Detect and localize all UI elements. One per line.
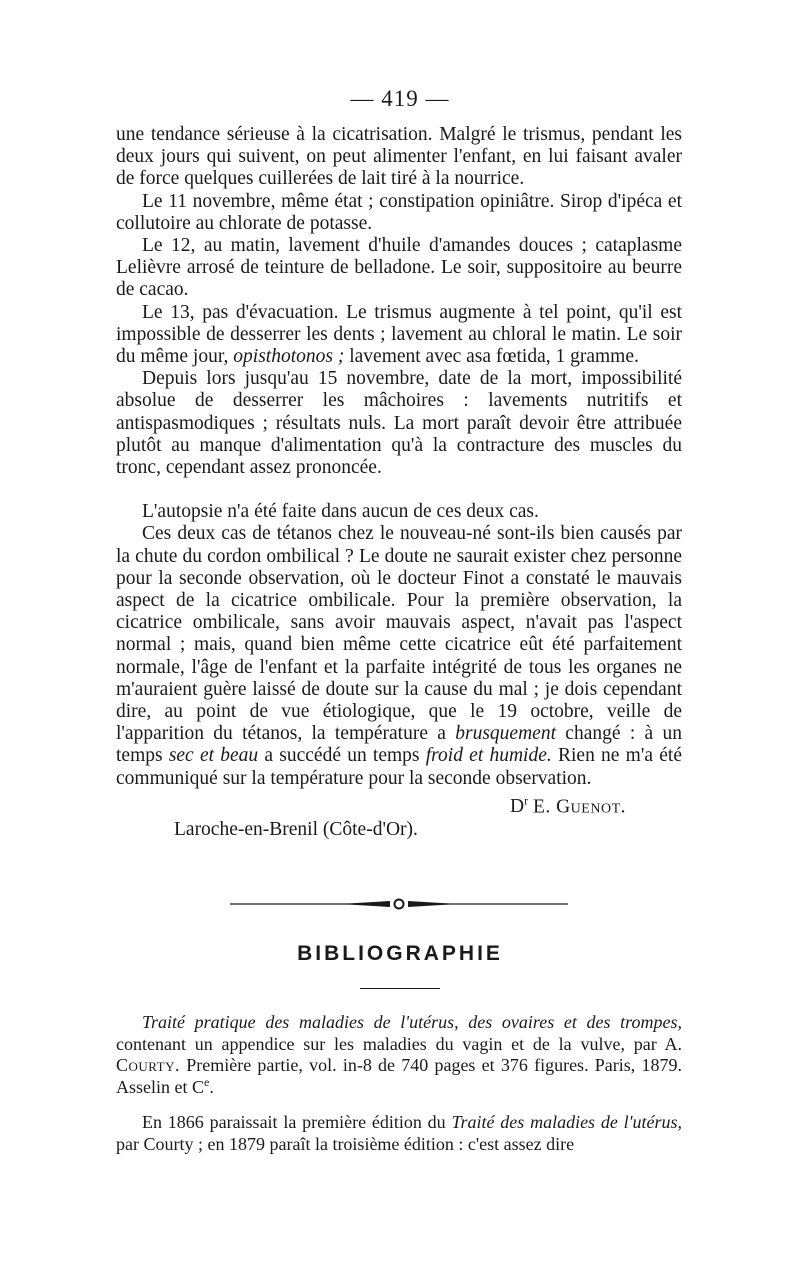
author-signature <box>116 790 682 819</box>
review-text-a: En 1866 paraissait la première édition du <box>142 1112 452 1132</box>
entry-title: Traité pratique des maladies de l'utérus, des ovaires et des trompes, <box>142 1012 682 1032</box>
page-number: — 419 — <box>350 86 450 111</box>
italic-brusquement: brusquement <box>455 723 556 745</box>
discussion-text-d: Rien ne m'a été communiqué sur la température pour la seconde observation. <box>116 745 682 789</box>
entry-author: Courty. <box>116 1055 181 1075</box>
paragraph-discussion <box>116 523 682 789</box>
discussion-text-c: a succédé un temps <box>258 745 426 767</box>
entry-text-b: Première partie, vol. in-8 de 740 pages et 376 figures. Paris, 1879. Asselin et C <box>116 1055 682 1097</box>
paragraph-nov-13 <box>116 302 682 369</box>
bibliography-text <box>116 1012 682 1155</box>
author-place: Laroche-en-Brenil (Côte-d'Or). <box>174 818 418 840</box>
review-text-b: par Courty ; en 1879 paraît la troisième édition : c'est assez dire <box>116 1133 575 1154</box>
discussion-text-a: Ces deux cas de tétanos chez le nouveau-né sont-ils bien causés par la chute du cordon ombilical ? Le doute ne saurait exister chez personne pour la seconde observation, où le docteur Finot a constaté le mauvais aspect de la cicatrice ombilicale. Pour la première observation, la cicatrice ombilicale, sans avoir mauvais aspect, n'avait pas l'aspect normal ; mais, quand bien même cette cicatrice eût été parfaitement normale, l'âge de l'enfant et la parfaite intégrité de tous les organes ne m'auraient guère laissé de doute sur la cause du mal ; je dois cependant dire, au point de vue étiologique, que le 19 octobre, veille de l'apparition du tétanos, la température a <box>116 523 682 745</box>
entry-sup: e <box>204 1074 210 1089</box>
entry-text-a: contenant un appendice sur les maladies du vagin et de la vulve, par A. <box>116 1033 682 1054</box>
section-divider-ornament <box>230 898 568 910</box>
nov-13-text-a: Le 13, pas d'évacuation. Le trismus augmente à tel point, qu'il est impossible de desserrer les dents ; lavement au chloral le matin. Le soir du même jour, <box>116 301 682 368</box>
entry-end: . <box>209 1076 214 1097</box>
bibliography-rule <box>360 988 440 989</box>
italic-sec-et-beau: sec et beau <box>168 745 259 767</box>
author-title-sup: r <box>524 793 529 808</box>
paragraph-continuation: une tendance sérieuse à la cicatrisation. Malgré le trismus, pendant les deux jours qui suivent, on peut alimenter l'enfant, en lui faisant avaler de force quelques cuillerées de lait tiré à la nourrice. <box>116 124 682 190</box>
italic-froid-et-humide: froid et humide. <box>425 745 552 767</box>
opisthotonos-term: opisthotonos ; <box>233 346 345 368</box>
nov-13-text-b: lavement avec asa fœtida, 1 gramme. <box>344 346 639 368</box>
paragraph-nov-11: Le 11 novembre, même état ; constipation opiniâtre. Sirop d'ipéca et collutoire au chlorate de potasse. <box>116 190 682 234</box>
discussion-text-b: changé : à un temps <box>116 723 682 767</box>
paragraph-nov-12: Le 12, au matin, lavement d'huile d'amandes douces ; cataplasme Lelièvre arrosé de teinture de belladone. Le soir, suppositoire au beurre de cacao. <box>116 235 682 301</box>
review-title-italic: Traité des maladies de l'utérus, <box>451 1112 682 1132</box>
paragraph-nov-15: Depuis lors jusqu'au 15 novembre, date de la mort, impossibilité absolue de desserrer les mâchoires : lavements nutritifs et antispasmodiques ; résultats nuls. La mort paraît devoir être attribuée plutôt au manque d'alimentation qu'à la contracture des muscles du tronc, cependant assez prononcée. <box>116 368 682 479</box>
paragraph-autopsy: L'autopsie n'a été faite dans aucun de ces deux cas. <box>142 501 539 523</box>
bibliography-entry <box>116 1012 682 1098</box>
author-title: $D^r$ <box>509 793 529 818</box>
case-report-text <box>116 124 682 841</box>
author-name: E. Guenot. <box>532 796 626 818</box>
review-paragraph <box>116 1112 682 1155</box>
bibliography-heading: BIBLIOGRAPHIE <box>297 942 503 965</box>
